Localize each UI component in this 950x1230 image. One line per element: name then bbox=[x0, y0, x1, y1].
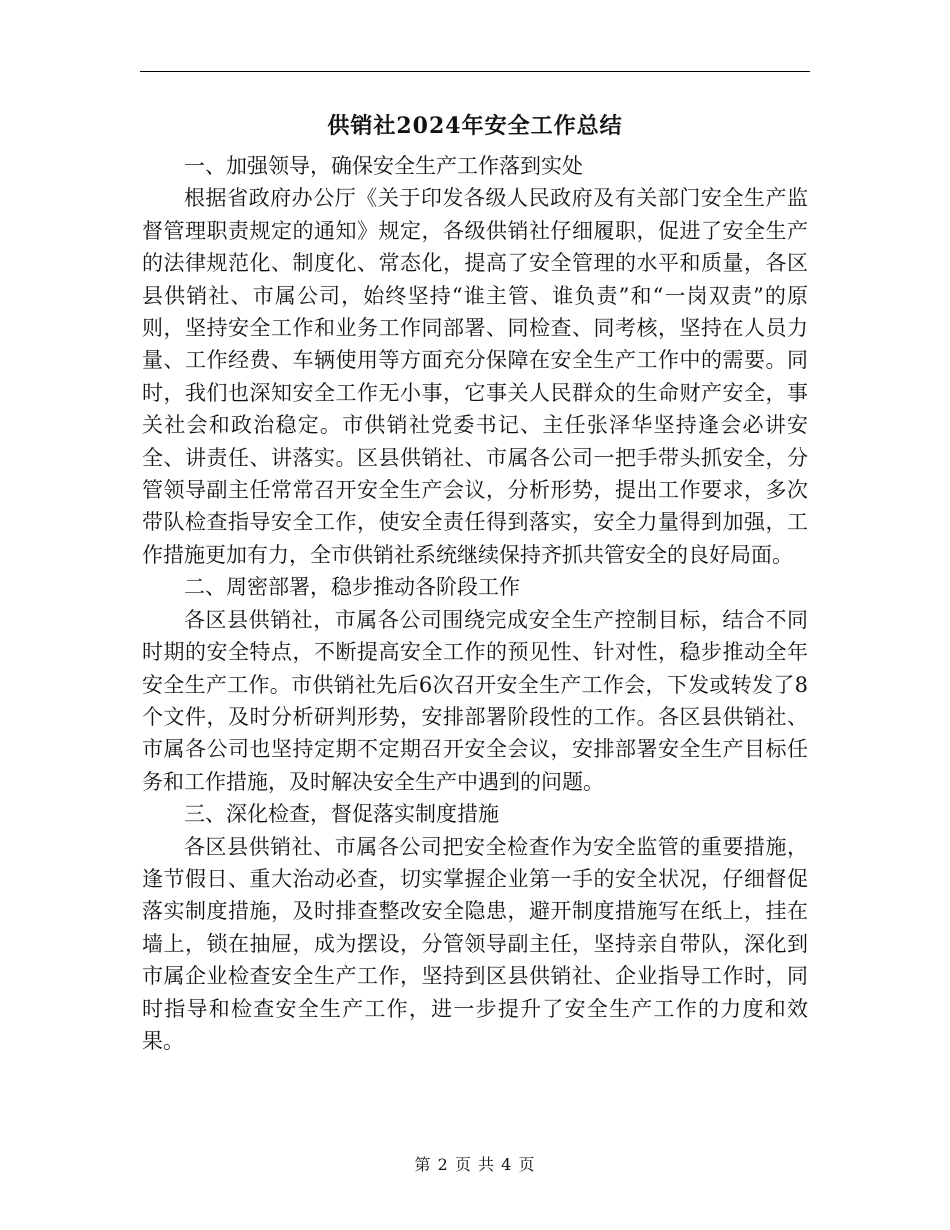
section-heading-3: 三、深化检查，督促落实制度措施 bbox=[184, 802, 499, 827]
section-heading-1: 一、加强领导，确保安全生产工作落到实处 bbox=[184, 154, 583, 178]
section-body-2: 各区县供销社，市属各公司围绕完成安全生产控制目标，结合不同时期的安全特点，不断提高安全工作的预见性、针对性，稳步推动全年安全生产工作。市供销社先后6次召开安全生产工作会，下发或转发了8个文件，及时分析研判形势，安排部署阶段性的工作。各区县供销社、市属各公司也坚持定期不定期召开安全会议，安排部署安全生产目标任务和工作措施，及时解决安全生产中遇到的问题。 bbox=[142, 607, 808, 794]
footer-suffix: 页 bbox=[518, 1155, 536, 1174]
footer-current-page: 2 bbox=[437, 1155, 449, 1174]
footer-total-pages: 4 bbox=[501, 1155, 513, 1174]
section-body-1: 根据省政府办公厅《关于印发各级人民政府及有关部门安全生产监督管理职责规定的通知》规定，各级供销社仔细履职，促进了安全生产的法律规范化、制度化、常态化，提高了安全管理的水平和质量，各区县供销社、市属公司，始终坚持“谁主管、谁负责”和“一岗双责”的原则，坚持安全工作和业务工作同部署、同检查、同考核，坚持在人员力量、工作经费、车辆使用等方面充分保障在安全生产工作中的需要。同时，我们也深知安全工作无小事，它事关人民群众的生命财产安全，事关社会和政治稳定。市供销社党委书记、主任张泽华坚持逢会必讲安全、讲责任、讲落实。区县供销社、市属各公司一把手带头抓安全，分管领导副主任常常召开安全生产会议，分析形势，提出工作要求，多次带队检查指导安全工作，使安全责任得到落实，安全力量得到加强，工作措施更加有力，全市供销社系统继续保持齐抓共管安全的良好局面。 bbox=[142, 186, 808, 567]
header-rule bbox=[140, 71, 810, 72]
page-footer bbox=[0, 1153, 950, 1177]
footer-prefix: 第 bbox=[414, 1155, 432, 1174]
section-body-3: 各区县供销社、市属各公司把安全检查作为安全监管的重要措施，逢节假日、重大治动必查，切实掌握企业第一手的安全状况，仔细督促落实制度措施，及时排查整改安全隐患，避开制度措施写在纸上，挂在墙上，锁在抽屉，成为摆设，分管领导副主任，坚持亲自带队，深化到市属企业检查安全生产工作，坚持到区县供销社、企业指导工作时，同时指导和检查安全生产工作，进一步提升了安全生产工作的力度和效果。 bbox=[142, 834, 808, 1053]
document-title: 供销社2024年安全工作总结 bbox=[327, 113, 623, 139]
footer-page-unit: 页 bbox=[454, 1155, 472, 1174]
footer-total-label: 共 bbox=[478, 1155, 496, 1174]
document-body bbox=[142, 106, 808, 1057]
section-heading-2: 二、周密部署，稳步推动各阶段工作 bbox=[184, 575, 520, 600]
